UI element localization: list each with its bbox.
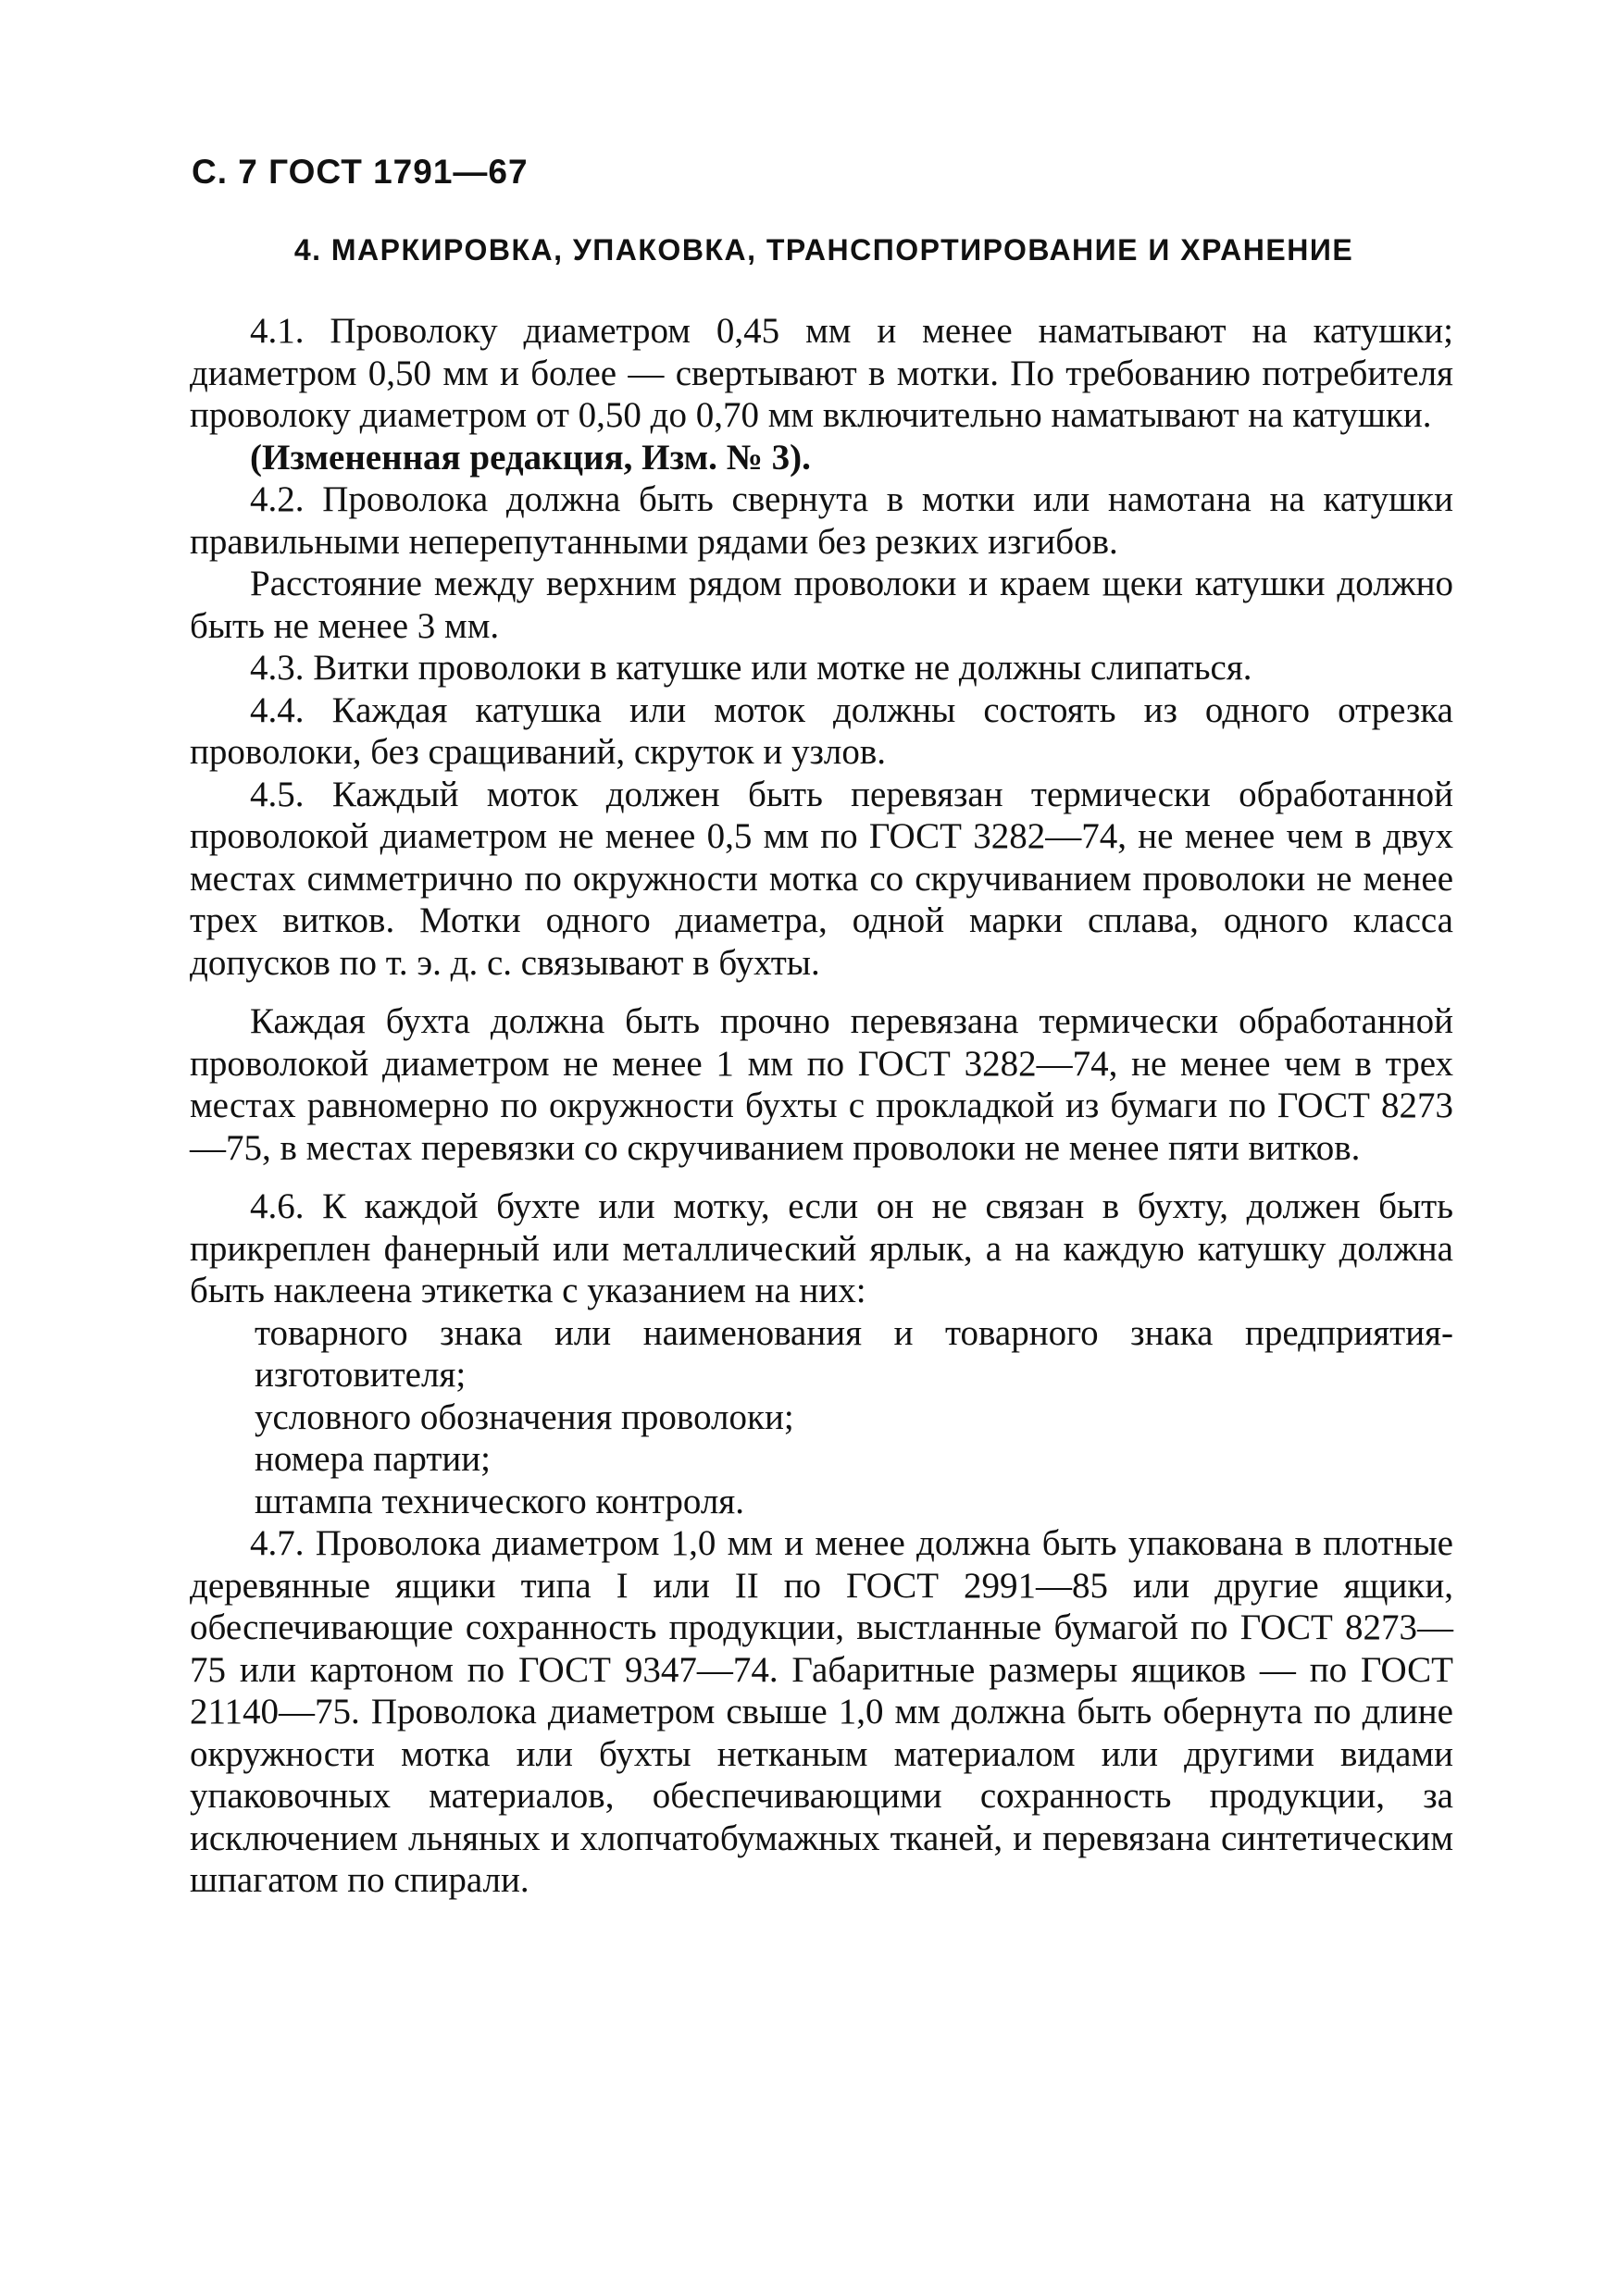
list-item: условного обозначения проволоки;	[255, 1396, 794, 1437]
label-contents-list	[190, 1312, 1453, 1523]
paragraph-4-5-continued: Каждая бухта должна быть прочно перевязана термически обработанной проволокой диаметром не менее 1 мм по ГОСТ 3282—74, не менее чем в трех местах равномерно по окружности бухты с прокладкой из бумаги по ГОСТ 8273—75, в местах перевязки со скручиванием проволоки не менее пяти витков.	[190, 1001, 1453, 1168]
paragraph-4-6: 4.6. К каждой бухте или мотку, если он не связан в бухту, должен быть прикреплен фанерный или металлический ярлык, а на каждую катушку должна быть наклеена этикетка с указанием на них:	[190, 1186, 1453, 1310]
paragraph-4-4: 4.4. Каждая катушка или моток должны состоять из одного отрезка проволоки, без сращиваний, скруток и узлов.	[190, 689, 1453, 772]
amendment-note: (Измененная редакция, Изм. № 3).	[250, 437, 811, 478]
paragraph-4-1: 4.1. Проволоку диаметром 0,45 мм и менее наматывают на катушки; диаметром 0,50 мм и более — свертывают в мотки. По требованию потребителя проволоку диаметром от 0,50 до 0,70 мм включительно наматывают на катушки.	[190, 311, 1453, 435]
paragraph-4-2: 4.2. Проволока должна быть свернута в мотки или намотана на катушки правильными неперепутанными рядами без резких изгибов.	[190, 479, 1453, 562]
list-item: товарного знака или наименования и товарного знака предприятия-изготовителя;	[255, 1312, 1453, 1395]
page-header: С. 7 ГОСТ 1791—67	[192, 153, 529, 191]
paragraph-4-2-continued: Расстояние между верхним рядом проволоки и краем щеки катушки должно быть не менее 3 мм.	[190, 564, 1453, 646]
document-body	[190, 310, 1453, 1902]
list-item: штампа технического контроля.	[255, 1481, 744, 1521]
paragraph-4-5: 4.5. Каждый моток должен быть перевязан термически обработанной проволокой диаметром не менее 0,5 мм по ГОСТ 3282—74, не менее чем в двух местах симметрично по окружности мотка со скручиванием проволоки не менее трех витков. Мотки одного диаметра, одной марки сплава, одного класса допусков по т. э. д. с. связывают в бухты.	[190, 774, 1453, 983]
paragraph-4-7: 4.7. Проволока диаметром 1,0 мм и менее должна быть упакована в плотные деревянные ящики типа I или II по ГОСТ 2991—85 или другие ящики, обеспечивающие сохранность продукции, выстланные бумагой по ГОСТ 8273—75 или картоном по ГОСТ 9347—74. Габаритные размеры ящиков — по ГОСТ 21140—75. Проволока диаметром свыше 1,0 мм должна быть обернута по длине окружности мотка или бухты нетканым материалом или другими видами упаковочных материалов, обеспечивающими сохранность продукции, за исключением льняных и хлопчатобумажных тканей, и перевязана синтетическим шпагатом по спирали.	[190, 1523, 1453, 1900]
paragraph-4-3: 4.3. Витки проволоки в катушке или мотке не должны слипаться.	[250, 648, 1252, 688]
section-title: 4. МАРКИРОВКА, УПАКОВКА, ТРАНСПОРТИРОВАНИЕ И ХРАНЕНИЕ	[293, 233, 1354, 267]
list-item: номера партии;	[255, 1439, 491, 1479]
